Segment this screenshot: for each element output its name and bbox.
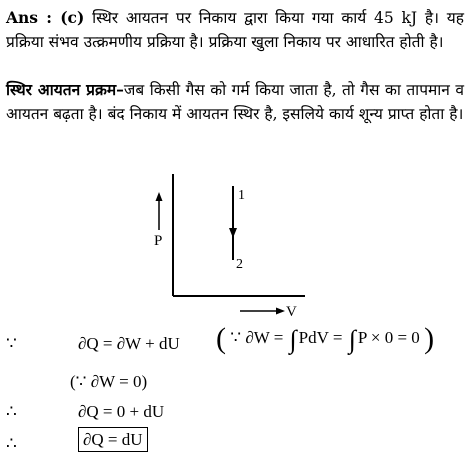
process-arrow-head xyxy=(229,228,237,238)
boxed-result: ∂Q = dU xyxy=(78,427,148,452)
answer-text: स्थिर आयतन पर निकाय द्वारा किया गया कार्य 45 kJ है। यह प्रक्रिया संभव उत्क्रमणीय प्रक्रिया है। प्रक्रिया खुला निकाय पर आधारित होती है। xyxy=(6,9,464,51)
integral-sign: ∫ xyxy=(348,325,356,354)
point-2-label: 2 xyxy=(236,257,243,272)
therefore-symbol-1: ∴ xyxy=(6,402,17,422)
integral-sign: ∫ xyxy=(289,325,297,354)
equation-result xyxy=(78,430,148,450)
x-axis-label: V xyxy=(286,304,297,318)
process-heading: स्थिर आयतन प्रक्रम– xyxy=(6,80,124,99)
point-1-label: 1 xyxy=(238,188,245,203)
process-paragraph xyxy=(6,78,464,126)
pressure-arrow-head xyxy=(156,192,163,201)
volume-arrow-head xyxy=(276,308,285,315)
answer-paragraph xyxy=(6,6,464,54)
because-symbol: ∵ xyxy=(6,334,17,354)
equation-work-zero: (∵ ∂W = 0) xyxy=(70,372,148,391)
process-text: जब किसी गैस को गर्म किया जाता है, तो गैस का तापमान व आयतन बढ़ता है। बंद निकाय में आयतन स्थिर है, इसलिये कार्य शून्य प्राप्त होता है। xyxy=(6,81,464,123)
therefore-symbol-2: ∴ xyxy=(6,434,17,454)
y-axis-label: P xyxy=(154,233,163,249)
equation-first-law: ∂Q = ∂W + dU xyxy=(78,334,180,353)
answer-label: Ans : (c) xyxy=(6,8,85,27)
equation-work-reason: ( ∵ ∂W = ∫ PdV = ∫ P × 0 = 0 ) xyxy=(216,322,435,355)
equation-substituted: ∂Q = 0 + dU xyxy=(78,402,165,421)
pv-diagram xyxy=(140,168,320,318)
